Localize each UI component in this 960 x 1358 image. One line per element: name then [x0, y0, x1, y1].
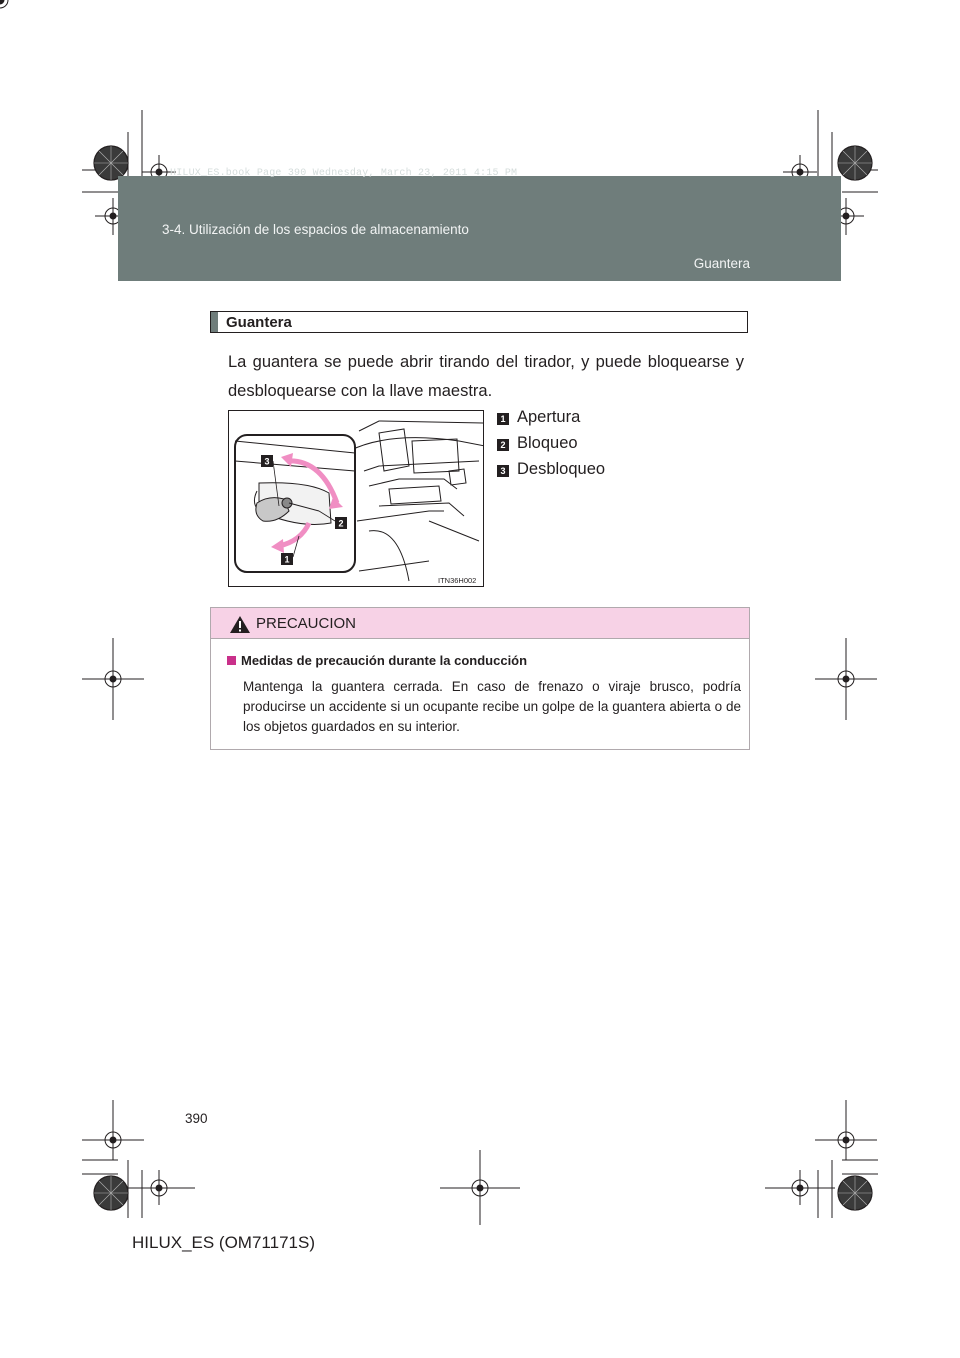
caution-title: PRECAUCION [256, 615, 357, 632]
callout-3: 3 [264, 456, 270, 467]
square-bullet-icon [227, 656, 236, 665]
warning-triangle-icon [229, 615, 251, 634]
legend-label: Desbloqueo [517, 460, 606, 478]
caution-box [210, 607, 750, 750]
section-path: 3-4. Utilización de los espacios de almacenamiento [162, 222, 469, 237]
caution-body: Mantenga la guantera cerrada. En caso de frenazo o viraje brusco, podría producirse un accidente si un ocupante recibe un golpe de la guantera abierta o de los objetos guardados en su interior. [243, 679, 741, 734]
heading-text: Guantera [226, 314, 292, 331]
book-info: HILUX_ES.book Page 390 Wednesday, March 23, 2011 4:15 PM [170, 168, 518, 179]
caution-subtitle [227, 653, 527, 668]
legend-number: 2 [497, 439, 509, 451]
legend-label: Bloqueo [517, 434, 578, 452]
glovebox-drawing [229, 411, 484, 587]
callout-2: 2 [338, 518, 344, 529]
page-number: 390 [185, 1111, 208, 1126]
footer-code: HILUX_ES (OM71171S) [132, 1233, 315, 1252]
caution-subtitle-text: Medidas de precaución durante la conducción [241, 653, 528, 668]
sub-heading [210, 311, 748, 333]
callout-1: 1 [284, 554, 290, 565]
glovebox-illustration [228, 410, 484, 587]
intro-paragraph: La guantera se puede abrir tirando del tirador, y puede bloquearse y desbloquearse con la llave maestra. [228, 353, 744, 400]
figure-code: ITN36H002 [438, 576, 477, 585]
caution-header [211, 608, 749, 639]
legend-label: Apertura [517, 408, 581, 426]
heading-accent-bar [211, 312, 218, 332]
legend-number: 1 [497, 413, 509, 425]
legend-number: 3 [497, 465, 509, 477]
section-title: Guantera [693, 256, 750, 271]
